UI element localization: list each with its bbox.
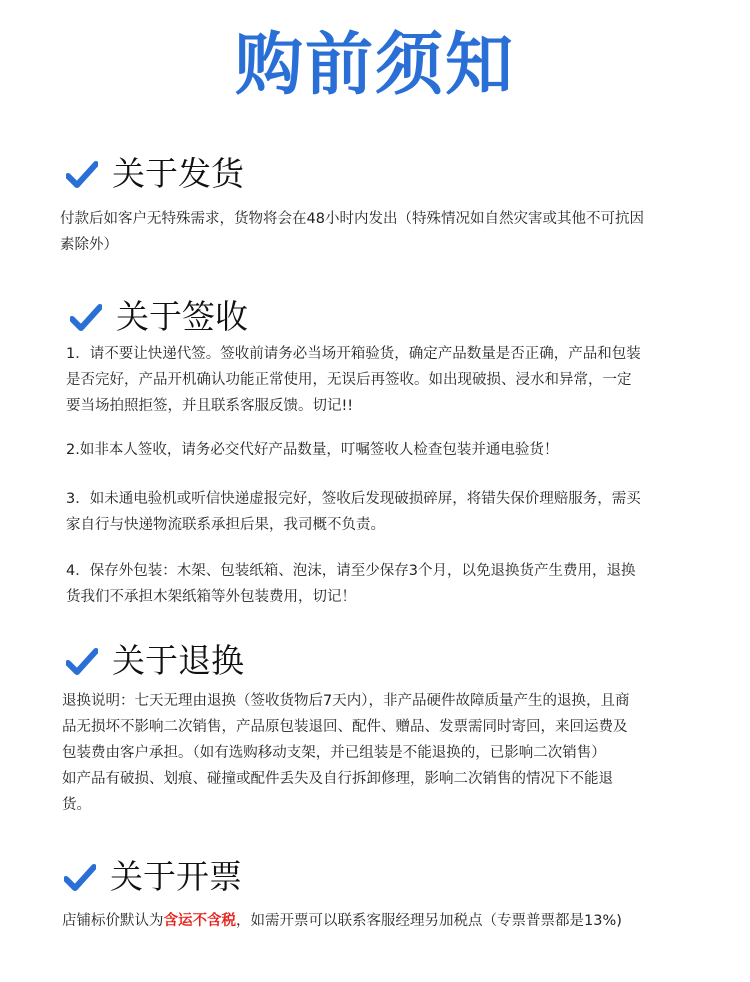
- text-line: [62, 908, 622, 934]
- section-title-shipping: 关于发货: [112, 154, 244, 193]
- checkmark-icon: [66, 647, 98, 675]
- section-title-returns: 关于退换: [112, 641, 244, 680]
- checkmark-icon: [70, 303, 102, 331]
- text-line: 包装费由客户承担。（如有选购移动支架，并已组装是不能退换的，已影响二次销售）: [62, 745, 606, 761]
- section-heading-shipping: [66, 151, 244, 197]
- text-line: 货我们不承担木架纸箱等外包装费用，切记！: [66, 589, 356, 605]
- returns-text: [62, 688, 629, 818]
- text-line: 素除外）: [60, 237, 118, 253]
- text-line: 货。: [62, 797, 91, 813]
- receipt-item-2: [66, 437, 558, 463]
- tax-highlight: 含运不含税: [163, 913, 236, 929]
- section-heading-returns: [66, 638, 244, 684]
- text-line: 付款后如客户无特殊需求，货物将会在48小时内发出（特殊情况如自然灾害或其他不可抗因: [60, 211, 644, 227]
- receipt-item-1: [66, 341, 641, 419]
- receipt-item-3: [66, 486, 641, 538]
- text-line: 要当场拍照拒签，并且联系客服反馈。切记!!: [66, 398, 354, 414]
- checkmark-icon: [64, 863, 96, 891]
- section-heading-receipt: [70, 294, 248, 340]
- shipping-text: [60, 206, 644, 258]
- text-line: 3．如未通电验机或听信快递虚报完好，签收后发现破损碎屏，将错失保价理赔服务，需买: [66, 491, 641, 507]
- text-line: 2.如非本人签收，请务必交代好产品数量，叮嘱签收人检查包装并通电验货！: [66, 442, 559, 458]
- text-line: 1．请不要让快递代签。签收前请务必当场开箱验货，确定产品数量是否正确，产品和包装: [66, 346, 641, 362]
- text-line: 4．保存外包装：木架、包装纸箱、泡沫，请至少保存3个月，以免退换货产生费用，退换: [66, 563, 636, 579]
- section-heading-invoice: [64, 854, 242, 900]
- text-line: 退换说明：七天无理由退换（签收货物后7天内），非产品硬件故障质量产生的退换，且商: [62, 693, 630, 709]
- receipt-item-4: [66, 558, 635, 610]
- checkmark-icon: [66, 160, 98, 188]
- invoice-suffix: ，如需开票可以联系客服经理另加税点（专票普票都是13%): [236, 913, 622, 929]
- text-line: 是否完好，产品开机确认功能正常使用，无误后再签收。如出现破损、浸水和异常，一定: [66, 372, 632, 388]
- invoice-text: [62, 908, 622, 934]
- page-title: 购前须知: [234, 26, 515, 105]
- text-line: 家自行与快递物流联系承担后果，我司概不负责。: [66, 517, 385, 533]
- text-line: 品无损坏不影响二次销售，产品原包装退回、配件、赠品、发票需同时寄回，来回运费及: [62, 719, 628, 735]
- section-title-invoice: 关于开票: [110, 857, 242, 896]
- invoice-prefix: 店铺标价默认为: [62, 913, 164, 929]
- text-line: 如产品有破损、划痕、碰撞或配件丢失及自行拆卸修理，影响二次销售的情况下不能退: [62, 771, 613, 787]
- section-title-receipt: 关于签收: [116, 297, 248, 336]
